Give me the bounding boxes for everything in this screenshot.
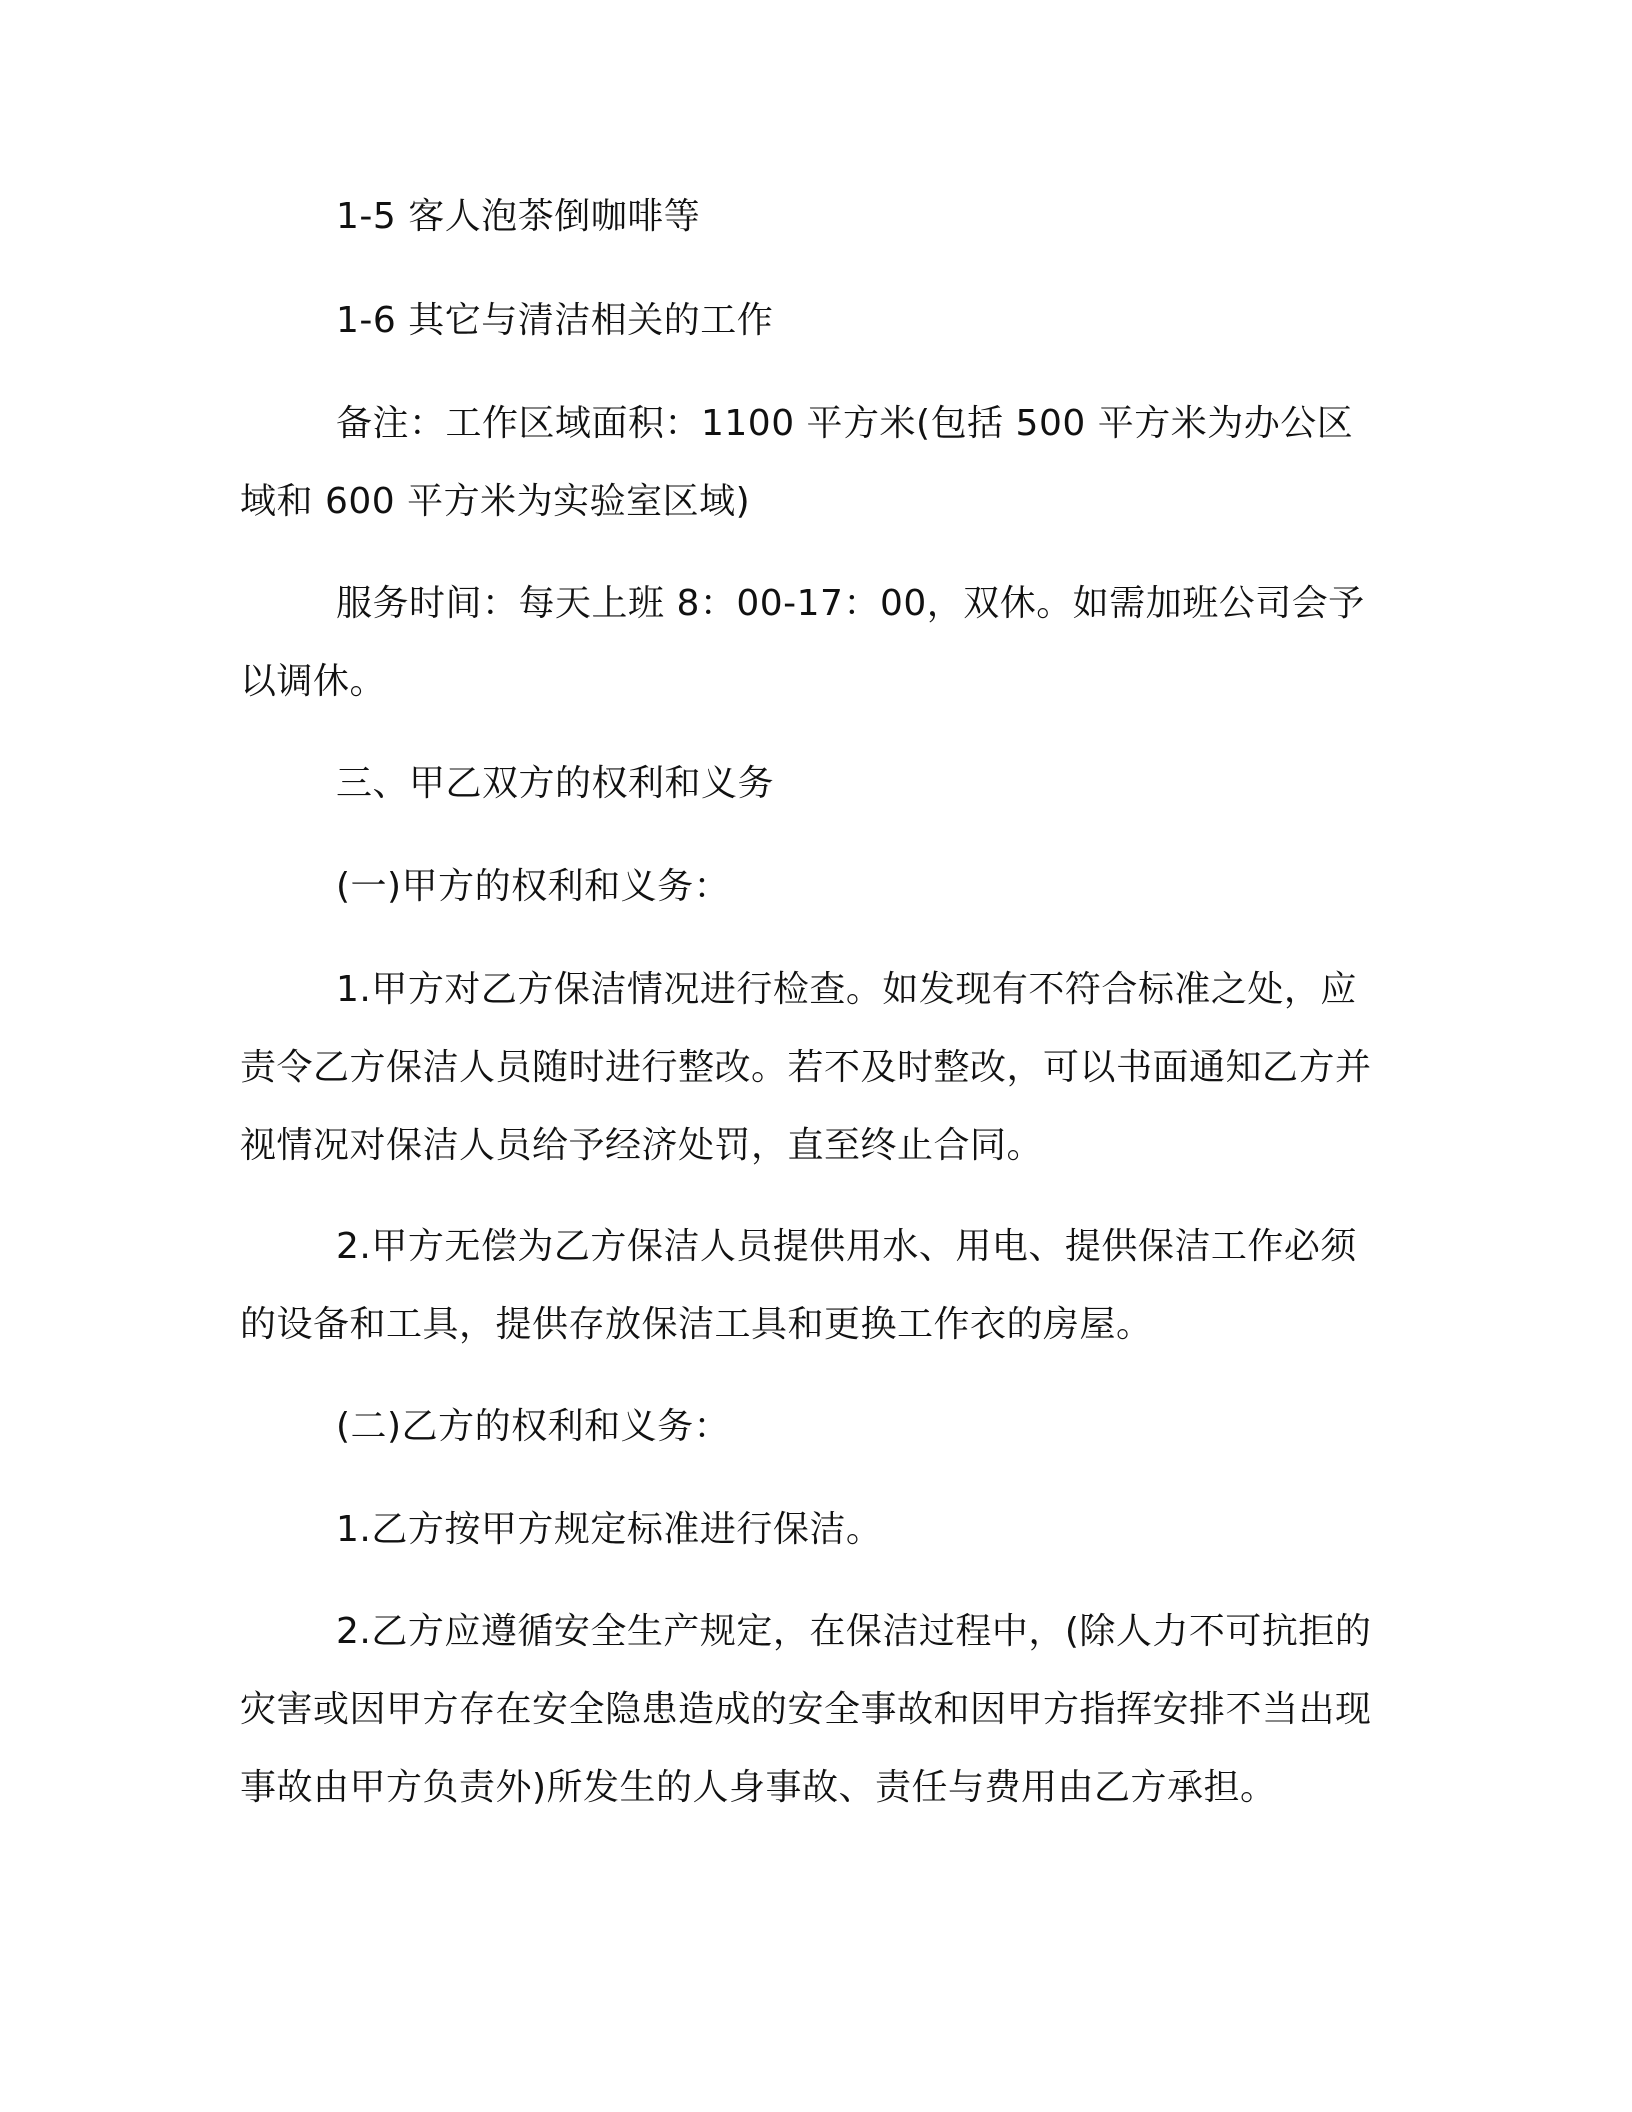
section-heading-rights-obligations: 三、甲乙双方的权利和义务 (336, 763, 775, 804)
paragraph-1-6: 1-6 其它与清洁相关的工作 (336, 300, 774, 341)
paragraph-service-time: 服务时间：每天上班 8：00-17：00，双休。如需加班公司会予以调休。 (240, 583, 1365, 702)
paragraph-1-5: 1-5 客人泡茶倒咖啡等 (336, 196, 701, 237)
paragraph-party-b-item-1: 1.乙方按甲方规定标准进行保洁。 (336, 1509, 883, 1550)
paragraph-party-b-item-2: 2.乙方应遵循安全生产规定，在保洁过程中，(除人力不可抗拒的灾害或因甲方存在安全隐患造成的安全事故和因甲方指挥安排不当出现事故由甲方负责外)所发生的人身事故、责任与费用由乙方承担。 (240, 1611, 1372, 1808)
paragraph-remark-area: 备注：工作区域面积：1100 平方米(包括 500 平方米为办公区域和 600 平方米为实验室区域) (240, 403, 1354, 522)
paragraph-party-a-item-1: 1.甲方对乙方保洁情况进行检查。如发现有不符合标准之处，应责令乙方保洁人员随时进行整改。若不及时整改，可以书面通知乙方并视情况对保洁人员给予经济处罚，直至终止合同。 (240, 969, 1372, 1166)
subsection-heading-party-b: (二)乙方的权利和义务： (336, 1406, 731, 1447)
paragraph-party-a-item-2: 2.甲方无偿为乙方保洁人员提供用水、用电、提供保洁工作必须的设备和工具，提供存放保洁工具和更换工作衣的房屋。 (240, 1226, 1357, 1345)
subsection-heading-party-a: (一)甲方的权利和义务： (336, 866, 731, 907)
